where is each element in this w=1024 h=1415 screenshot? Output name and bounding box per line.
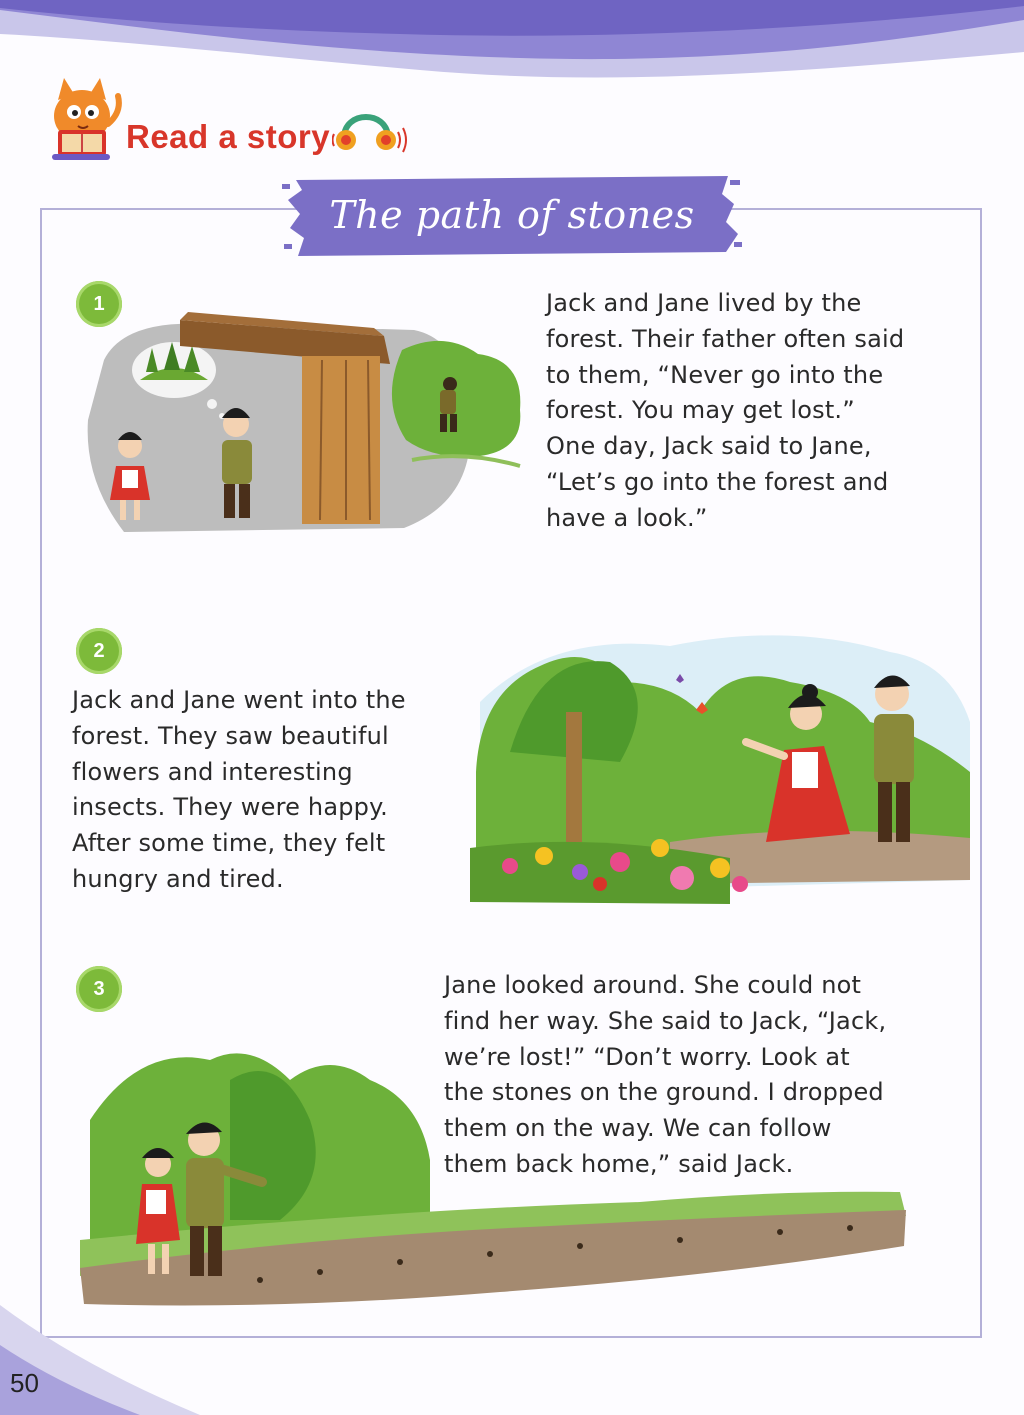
story-line: we’re lost!” “Don’t worry. Look at [444, 1042, 850, 1071]
illustration-forest-entrance [84, 300, 530, 536]
section-header [38, 72, 412, 164]
story-line: forest. They saw beautiful [72, 721, 389, 750]
section-number-badge-2: 2 [76, 628, 122, 674]
read-a-story-title: Read a story [126, 118, 331, 155]
story-line: insects. They were happy. [72, 793, 388, 822]
page-number: 50 [10, 1368, 39, 1398]
story-line: the stones on the ground. I dropped [444, 1078, 884, 1107]
story-line: flowers and interesting [72, 757, 353, 786]
section-number-badge-3: 3 [76, 966, 122, 1012]
cat-reading-mascot-icon [38, 72, 124, 164]
story-title: The path of stones [329, 193, 695, 237]
story-line: them on the way. We can follow [444, 1114, 832, 1143]
story-line: Jack and Jane went into the [72, 686, 406, 714]
story-line: to them, “Never go into the [546, 360, 884, 389]
story-line: forest. Their father often said [546, 324, 905, 353]
bottom-swoosh-decoration [0, 1305, 300, 1415]
illustration-stone-path [80, 1040, 910, 1314]
illustration-flowers-insects [470, 622, 972, 910]
story-line: After some time, they felt [72, 829, 386, 858]
story-line: “Let’s go into the forest and [546, 467, 889, 496]
story-line: hungry and tired. [72, 864, 284, 893]
story-line: One day, Jack said to Jane, [546, 432, 872, 461]
story-title-banner [282, 172, 742, 258]
story-line: have a look.” [546, 503, 708, 532]
section-number-badge-1: 1 [76, 281, 122, 327]
story-line: Jane looked around. She could not [444, 971, 862, 999]
story-paragraph-1 [546, 286, 904, 537]
story-line: them back home,” said Jack. [444, 1149, 794, 1178]
headphones-audio-icon[interactable] [332, 102, 412, 158]
story-line: Jack and Jane lived by the [546, 289, 862, 317]
story-line: find her way. She said to Jack, “Jack, [444, 1006, 887, 1035]
story-paragraph-2 [72, 683, 406, 898]
story-line: forest. You may get lost.” [546, 396, 855, 425]
